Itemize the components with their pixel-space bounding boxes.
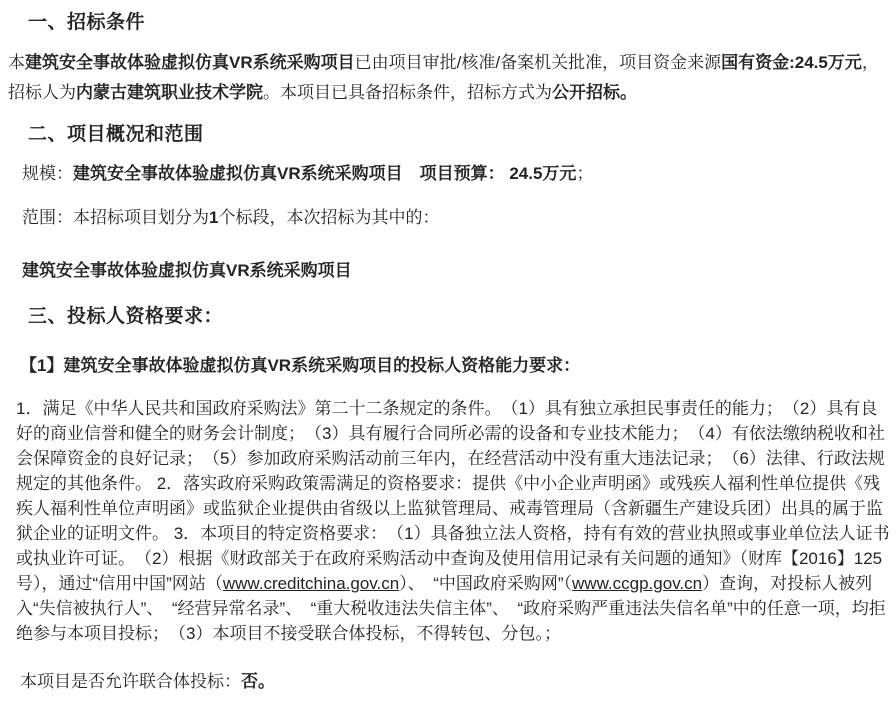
consortium-question-text: 本项目是否允许联合体投标：	[20, 672, 241, 691]
text-run: ）、 “中国政府采购网”（	[399, 574, 573, 593]
text-run: 1．满足《中华人民共和国政府采购法》第二十二条规定的条件。 （1）具有独立承担民事责任的能力； （2）具有良好的商业信誉和健全的财务会计制度； （3）具有履行合同所必需的设备和专业技术能力； （4）有依法缴纳税收和社会保障资金的良好记录； （5）参加政府采购活动前三年内，在经营活动中没有重大违法记录； （6）法律、行政法规规定的其他条件。 2．落实政府采购政策需满足的资格要求：提供《中小企业声明函》或残疾人福利性单位提供《残疾人福利性单位声明函》或监狱企业提供由省级以上监狱管理局、戒毒管理局（含新疆生产建设兵团）出具的属于监狱企业的证明文件。 3．本项目的特定资格要求： （1）具备独立法人资格，持有有效的营业执照或事业单位法人证书或执业许可证。 （2）根据《财政部关于在政府采购活动中查询及使用信用记录有关问题的通知》（财库【2016】125号），通过“信用中国”网站（	[16, 399, 890, 593]
text-run: ；	[576, 164, 594, 183]
text-run: 已由项目审批/核准/备案机关批准，项目资金来源	[354, 53, 722, 72]
scope-paragraph	[22, 205, 890, 230]
tenderee-name-text: 内蒙古建筑职业技术学院	[76, 83, 263, 102]
project-name-text: 建筑安全事故体验虚拟仿真VR系统采购项目	[25, 53, 355, 72]
text-run: 个标段，本次招标为其中的：	[218, 208, 440, 227]
consortium-bidding-paragraph	[20, 669, 890, 694]
funding-source-text: 国有资金:24.5万元	[721, 53, 862, 72]
ccgp-url-link[interactable]: www.ccgp.gov.cn	[572, 574, 703, 593]
text-run: 本	[8, 53, 25, 72]
section-heading-bid-conditions: 一、招标条件	[28, 12, 146, 33]
section-heading-bidder-qualifications: 三、投标人资格要求：	[28, 306, 224, 327]
lot-count-text: 1	[209, 208, 219, 227]
text-run: ，招标人为	[8, 53, 879, 102]
scope-label: 范围：本招标项目划分为	[22, 208, 209, 227]
bid-conditions-paragraph	[8, 48, 890, 108]
creditchina-url-link[interactable]: www.creditchina.gov.cn	[222, 574, 400, 593]
text-run: ）查询，对投标人被列入“失信被执行人”、 “经营异常名录”、 “重大税收违法失信主体”、 “政府采购严重违法失信名单”中的任意一项，均拒绝参与本项目投标； （3）本项目不接受联合体投标，不得转包、分包。；	[16, 574, 886, 643]
text-run: 。本项目已具备招标条件，招标方式为	[263, 83, 552, 102]
consortium-answer-text: 否。	[241, 672, 275, 691]
qualification-requirements-title: 【1】建筑安全事故体验虚拟仿真VR系统采购项目的投标人资格能力要求：	[20, 356, 581, 375]
scale-paragraph	[22, 161, 890, 186]
lot-project-name: 建筑安全事故体验虚拟仿真VR系统采购项目	[22, 261, 352, 280]
project-budget-text: 建筑安全事故体验虚拟仿真VR系统采购项目 项目预算： 24.5万元	[73, 164, 577, 183]
section-heading-project-overview: 二、项目概况和范围	[28, 124, 204, 145]
qualification-requirements-body	[16, 396, 890, 646]
bid-method-text: 公开招标。	[552, 83, 637, 102]
scale-label: 规模：	[22, 164, 73, 183]
